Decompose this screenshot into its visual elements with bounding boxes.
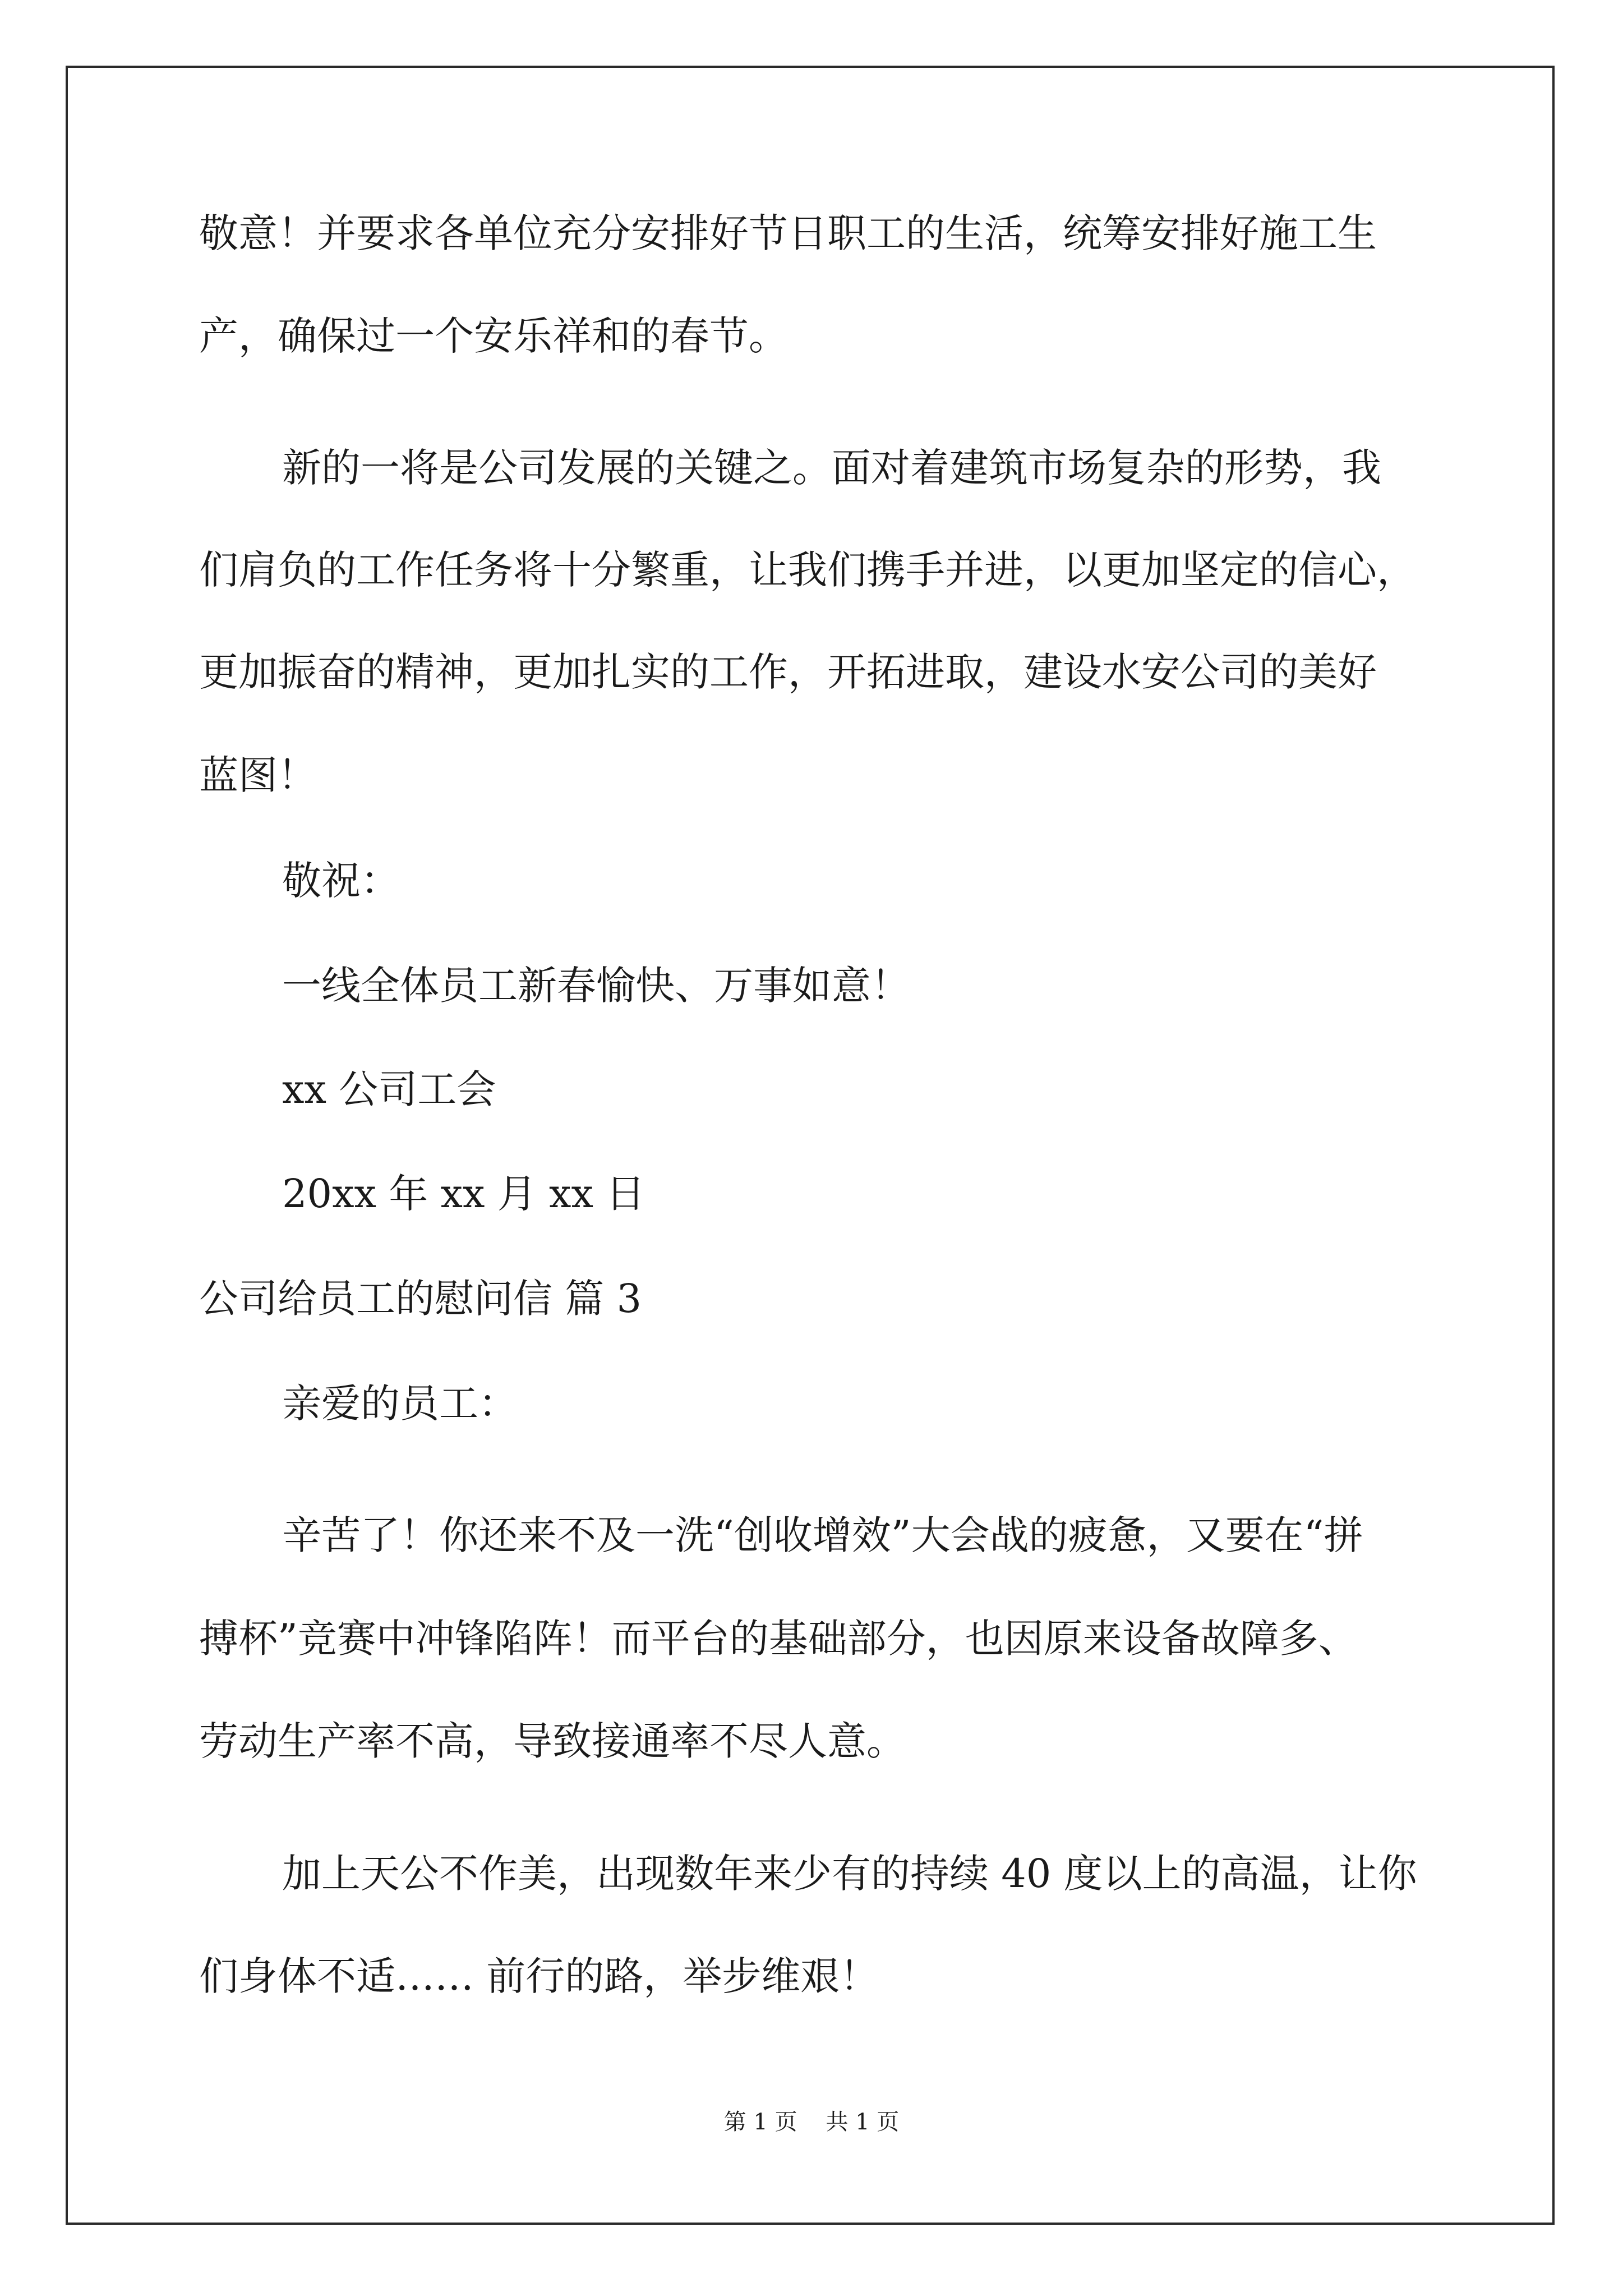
text-line: 更加振奋的精神，更加扎实的工作，开拓进取，建设水安公司的美好 bbox=[199, 649, 1377, 695]
paragraph-start: 新的一将是公司发展的关键之。面对着建筑市场复杂的形势，我 bbox=[282, 445, 1381, 491]
paragraph-start: 加上天公不作美，出现数年来少有的持续 40 度以上的高温，让你 bbox=[282, 1851, 1417, 1897]
wishes-line: 一线全体员工新春愉快、万事如意！ bbox=[282, 963, 910, 1009]
section-heading: 公司给员工的慰问信 篇 3 bbox=[199, 1276, 642, 1322]
signature-date: 20xx 年 xx 月 xx 日 bbox=[282, 1171, 645, 1217]
signature-org: xx 公司工会 bbox=[282, 1066, 496, 1112]
page-number: 第 1 页 共 1 页 bbox=[723, 2109, 900, 2135]
greeting: 敬祝： bbox=[282, 858, 400, 904]
text-line: 劳动生产率不高，导致接通率不尽人意。 bbox=[199, 1718, 906, 1764]
text-line: 蓝图！ bbox=[199, 752, 317, 798]
text-line: 搏杯”竞赛中冲锋陷阵！而平台的基础部分，也因原来设备故障多、 bbox=[199, 1616, 1358, 1662]
page-border bbox=[66, 66, 1555, 2225]
paragraph-start: 辛苦了！你还来不及一洗“创收增效”大会战的疲惫，又要在“拼 bbox=[282, 1512, 1363, 1558]
text-line: 产，确保过一个安乐祥和的春节。 bbox=[199, 313, 788, 359]
salutation: 亲爱的员工： bbox=[282, 1381, 518, 1427]
text-line: 敬意！并要求各单位充分安排好节日职工的生活，统筹安排好施工生 bbox=[199, 210, 1377, 256]
text-line: 们身体不适…… 前行的路，举步维艰！ bbox=[199, 1953, 879, 1999]
text-line: 们肩负的工作任务将十分繁重，让我们携手并进，以更加坚定的信心， bbox=[199, 547, 1416, 593]
